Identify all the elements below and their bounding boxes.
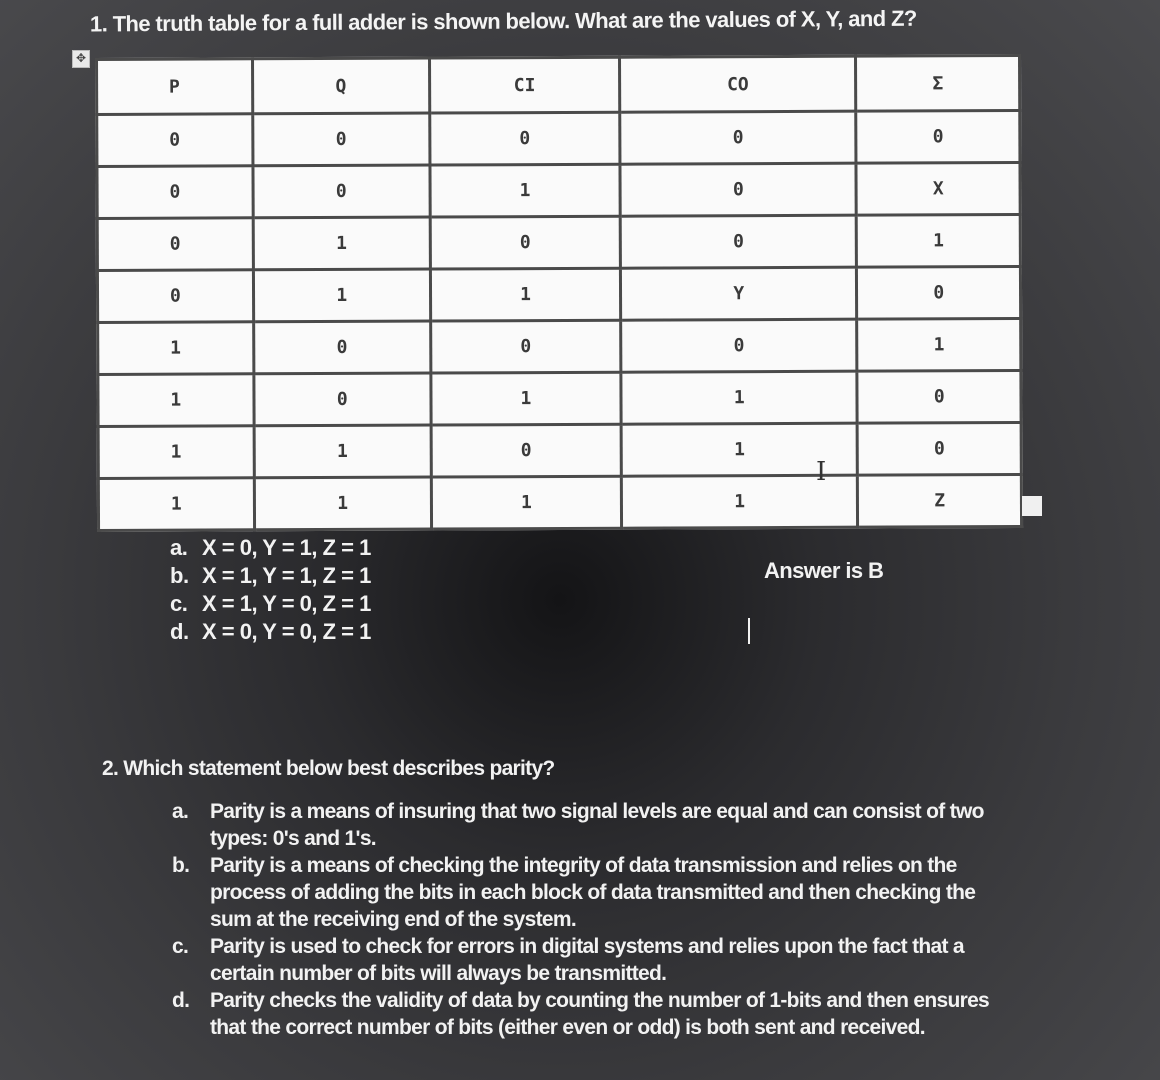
table-cell[interactable]: 0 <box>253 321 430 374</box>
header-cell[interactable]: Σ <box>856 55 1020 111</box>
header-cell[interactable]: CI <box>429 57 619 113</box>
table-cell[interactable]: 1 <box>621 475 858 528</box>
table-row <box>98 474 1021 530</box>
table-cell[interactable]: 0 <box>97 270 253 323</box>
header-cell[interactable]: Q <box>252 58 429 114</box>
option-letter: a. <box>172 800 189 823</box>
table-header-row <box>97 55 1020 114</box>
option-letter: d. <box>172 989 190 1012</box>
table-cell[interactable]: 1 <box>98 322 254 375</box>
table-cell[interactable]: 1 <box>430 164 620 217</box>
table-cell[interactable]: 1 <box>98 478 254 531</box>
option-text: X = 0, Y = 0, Z = 1 <box>202 619 371 644</box>
table-cell[interactable]: 1 <box>621 371 858 424</box>
table-cell[interactable]: 1 <box>254 477 431 530</box>
option-letter: b. <box>172 854 190 877</box>
table-row <box>97 162 1020 218</box>
table-cell[interactable]: 0 <box>253 373 430 426</box>
option-item[interactable] <box>172 798 1012 852</box>
table-cell[interactable]: 0 <box>857 370 1021 423</box>
option-text: X = 0, Y = 1, Z = 1 <box>202 535 371 560</box>
option-item[interactable] <box>170 562 371 590</box>
option-text: Parity is a means of insuring that two signal levels are equal and can consist of two types: 0's and 1's. <box>210 800 984 850</box>
table-cell[interactable]: 1 <box>431 476 621 529</box>
question-1-title: 1. The truth table for a full adder is shown below. What are the values of X, Y, and Z? <box>89 5 917 37</box>
option-letter: d. <box>170 619 189 644</box>
option-item[interactable] <box>172 933 1012 987</box>
table-cell[interactable]: 1 <box>430 268 620 321</box>
table-row <box>97 214 1020 270</box>
option-text: Parity checks the validity of data by counting the number of 1-bits and then ensures that the correct number of bits (either even or odd) is both sent and received. <box>210 989 990 1039</box>
option-letter: b. <box>170 563 189 588</box>
table-cell[interactable]: 1 <box>857 214 1021 267</box>
table-cell[interactable]: 1 <box>254 425 431 478</box>
table-cell[interactable]: 0 <box>430 216 620 269</box>
table-cell[interactable]: 0 <box>621 319 858 372</box>
header-cell[interactable]: P <box>97 59 253 115</box>
option-text: Parity is used to check for errors in digital systems and relies upon the fact that a certain number of bits will always be transmitted. <box>210 935 964 985</box>
table-cell[interactable]: X <box>856 162 1020 215</box>
table-cell[interactable]: 1 <box>253 217 430 270</box>
table-cell[interactable]: 0 <box>620 163 857 216</box>
ibeam-cursor-icon: I <box>816 457 827 487</box>
table-cell[interactable]: 0 <box>252 113 429 166</box>
text-caret <box>748 618 750 644</box>
table-cell[interactable]: 0 <box>431 424 621 477</box>
table-cell[interactable]: 0 <box>620 215 857 268</box>
table-cell[interactable]: 0 <box>253 165 430 218</box>
table-cell[interactable]: 1 <box>253 269 430 322</box>
table-cell[interactable]: Y <box>620 267 857 320</box>
table-cell[interactable]: 0 <box>620 111 857 164</box>
option-item[interactable] <box>172 852 1012 933</box>
table-cell[interactable]: 1 <box>431 372 621 425</box>
table-cell[interactable]: 1 <box>98 374 254 427</box>
table-cell[interactable]: 0 <box>430 112 620 165</box>
table-row <box>98 318 1021 374</box>
table-cell[interactable]: 0 <box>97 166 253 219</box>
table-cell[interactable]: 1 <box>857 318 1021 371</box>
option-letter: c. <box>170 591 188 616</box>
table-row <box>97 110 1020 166</box>
option-item[interactable] <box>170 534 371 562</box>
truth-table <box>95 54 1023 532</box>
option-item[interactable] <box>170 618 371 646</box>
question-2-title: 2. Which statement below best describes parity? <box>102 757 555 780</box>
option-text: X = 1, Y = 0, Z = 1 <box>202 591 371 616</box>
option-letter: a. <box>170 535 188 560</box>
table-cell[interactable]: 0 <box>97 114 253 167</box>
header-cell[interactable]: CO <box>620 56 857 112</box>
table-cell[interactable]: Z <box>858 474 1022 527</box>
table-resize-handle[interactable] <box>1022 496 1042 516</box>
table-cell[interactable]: 0 <box>856 110 1020 163</box>
table-cell[interactable]: 1 <box>621 423 858 476</box>
table-cell[interactable]: 0 <box>858 422 1022 475</box>
option-text: Parity is a means of checking the integrity of data transmission and relies on the process of adding the bits in each block of data transmitted and then checking the sum at the receiving end of the system. <box>210 854 976 931</box>
table-cell[interactable]: 1 <box>98 426 254 479</box>
option-item[interactable] <box>172 987 1012 1041</box>
table-cell[interactable]: 0 <box>97 218 253 271</box>
question-2-options <box>172 798 1012 1041</box>
table-row <box>98 422 1021 478</box>
table-move-handle-icon[interactable]: ✥ <box>72 50 90 68</box>
answer-note[interactable]: Answer is B <box>764 558 884 583</box>
table-cell[interactable]: 0 <box>431 320 621 373</box>
table-row <box>98 370 1021 426</box>
option-letter: c. <box>172 935 189 958</box>
option-text: X = 1, Y = 1, Z = 1 <box>202 563 371 588</box>
table-row <box>97 266 1020 322</box>
option-item[interactable] <box>170 590 371 618</box>
table-cell[interactable]: 0 <box>857 266 1021 319</box>
question-1-options <box>170 534 371 646</box>
